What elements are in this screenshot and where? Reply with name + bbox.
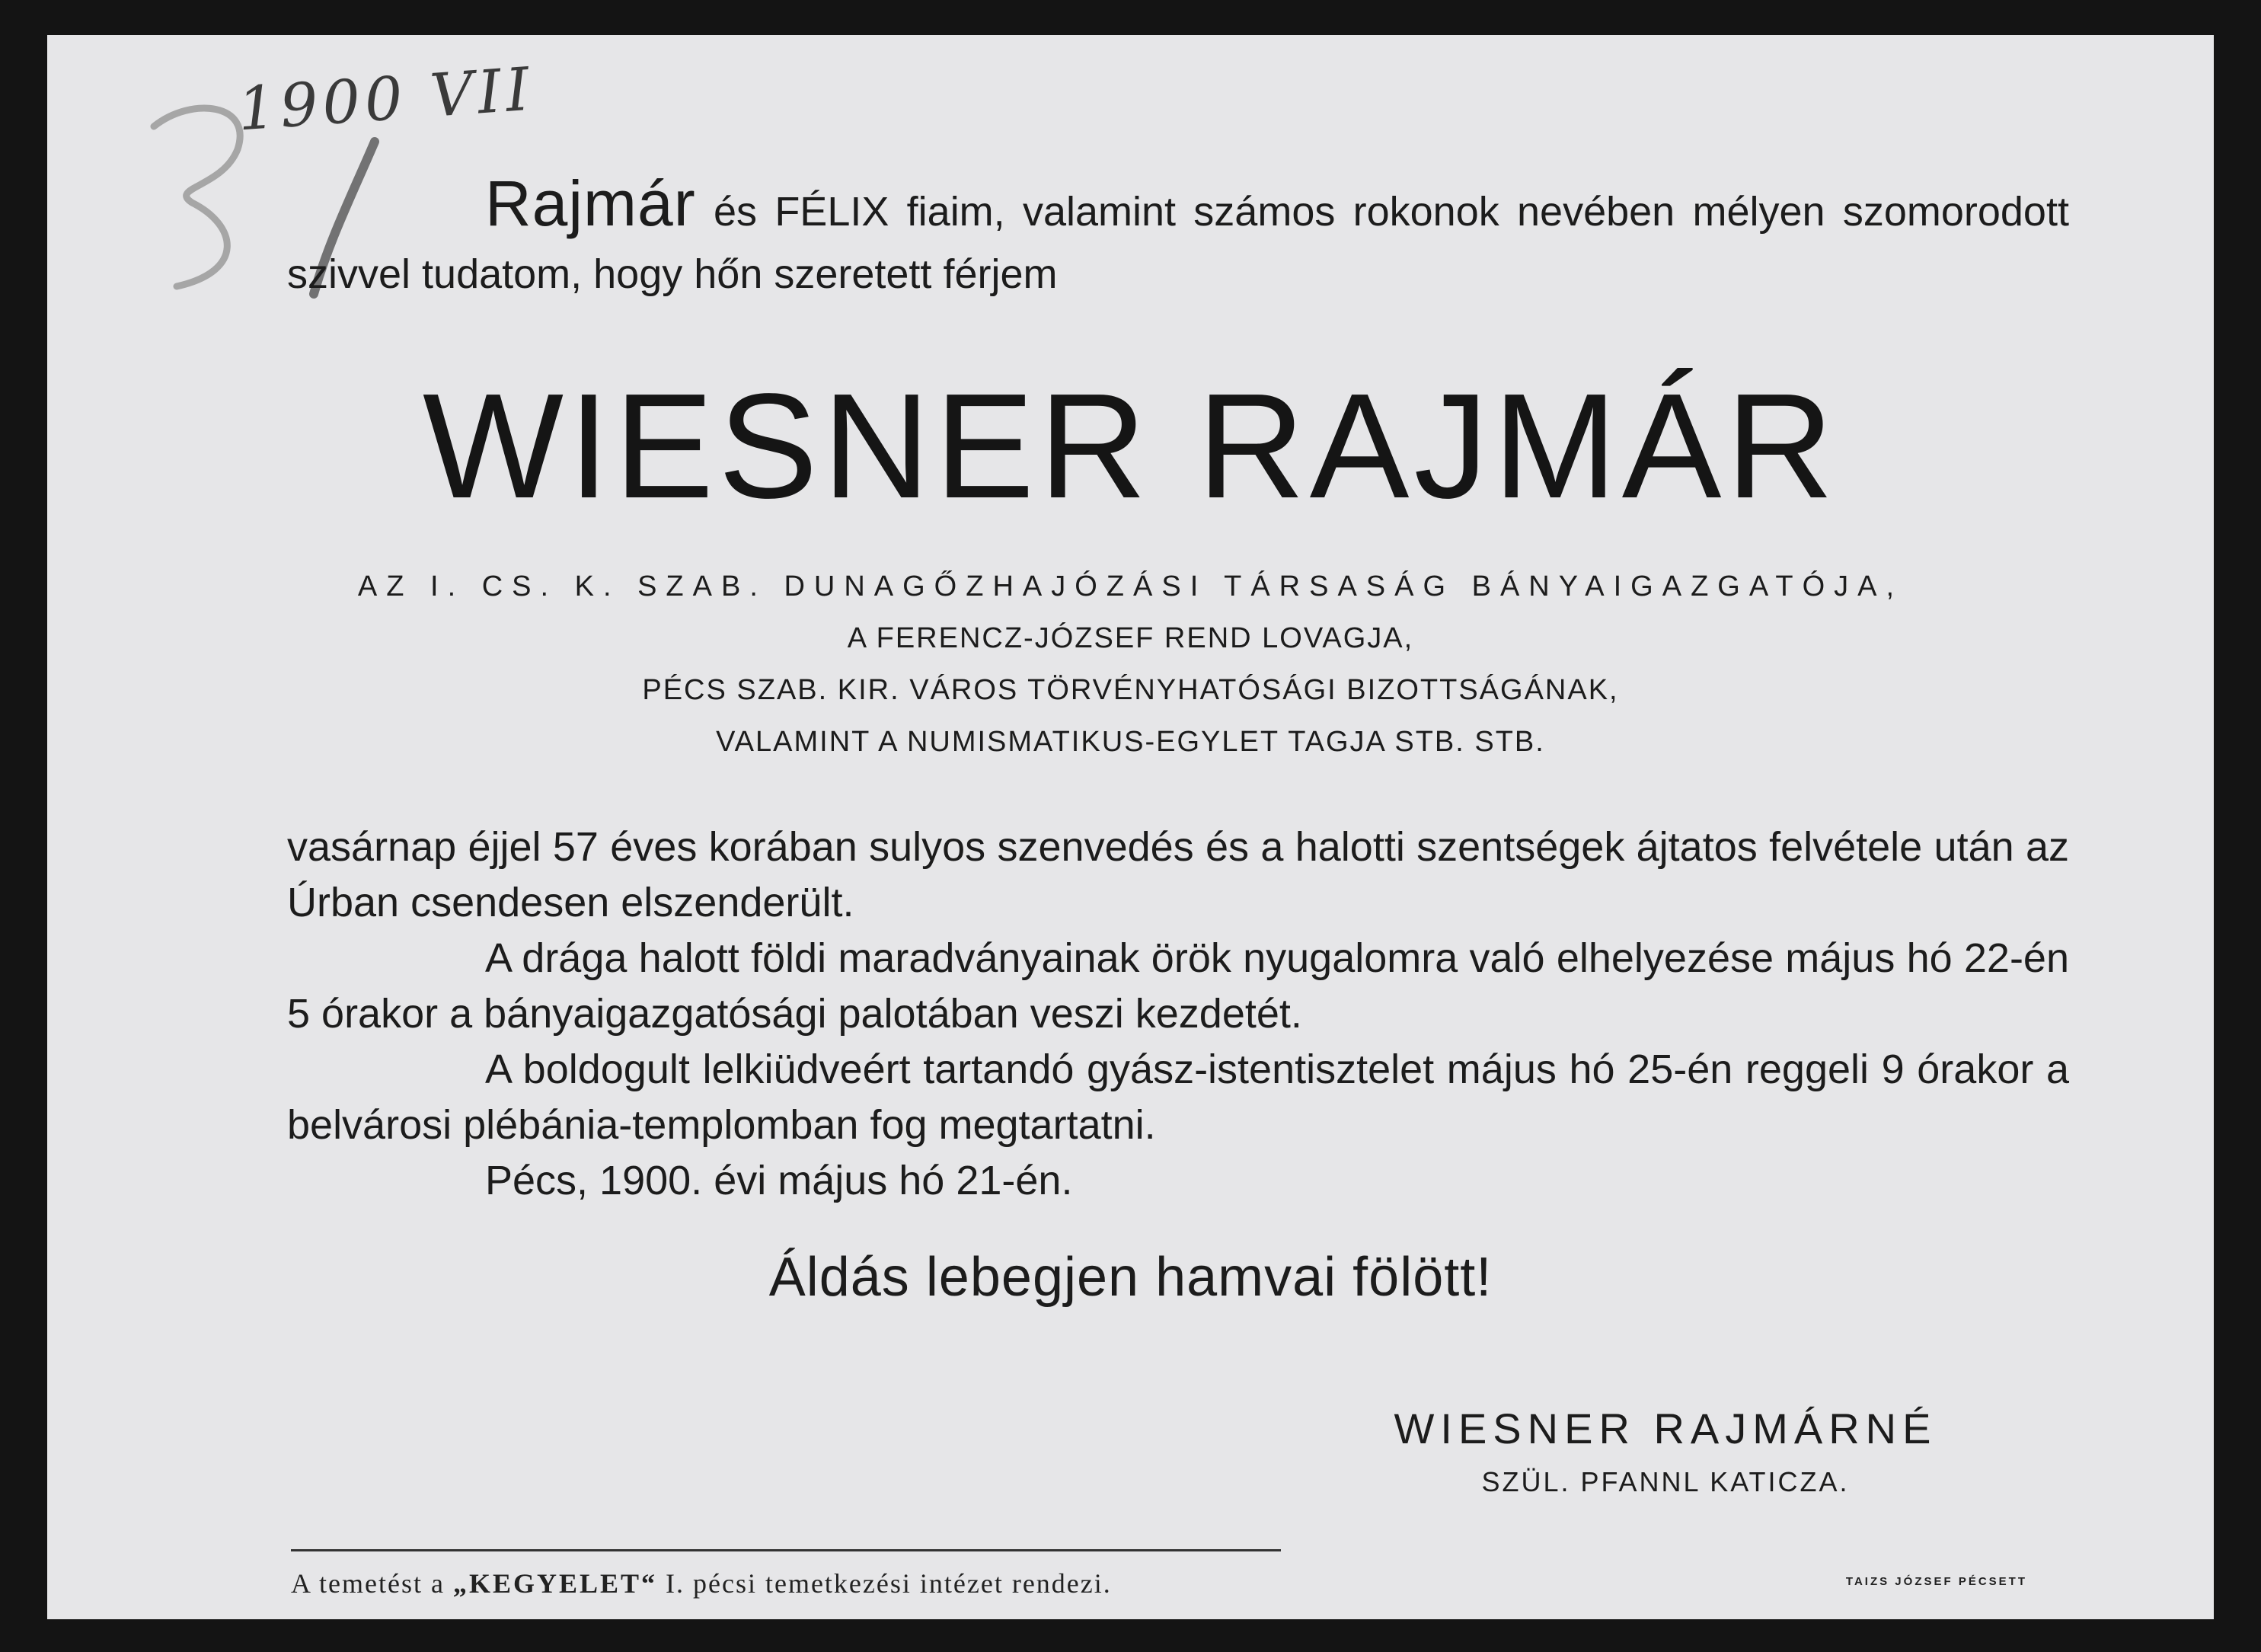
footer-suffix: I. pécsi temetkezési intézet rendezi.: [666, 1568, 1112, 1599]
title-line: AZ I. CS. K. SZAB. DUNAGŐZHAJÓZÁSI TÁRSASÁG BÁNYAIGAZGATÓJA,: [357, 570, 1904, 602]
body-paragraph: A boldogult lelkiüdveért tartandó gyász-istentisztelet május hó 25-én reggeli 9 órakor a belvárosi plébánia-templomban fog megtartatni.: [287, 1046, 2069, 1148]
body-paragraph: vasárnap éjjel 57 éves korában sulyos szenvedés és a halotti szentségek ájtatos felvétele után az Úrban csendesen elszenderült.: [287, 824, 2069, 925]
widow-maiden-name: SZÜL. PFANNL KATICZA.: [1481, 1466, 1850, 1497]
printer-credit: TAIZS JÓZSEF PÉCSETT: [1845, 1575, 2027, 1588]
widow-name: WIESNER RAJMÁRNÉ: [1394, 1404, 1937, 1452]
date-line: Pécs, 1900. évi május hó 21-én.: [485, 1158, 1073, 1203]
footer-company: „KEGYELET“: [452, 1568, 658, 1599]
notice-content: [47, 35, 2214, 1619]
funeral-director-note: [291, 1567, 1112, 1599]
footer-prefix: A temetést a: [291, 1568, 445, 1599]
intro-text: fiaim, valamint számos rokonok nevében mélyen szomorodott szivvel tudatom, hogy hőn szeretett férjem: [287, 189, 2069, 297]
deceased-titles: [47, 561, 2214, 768]
notice-body: [287, 820, 2069, 1209]
title-line: VALAMINT A NUMISMATIKUS-EGYLET TAGJA STB. STB.: [716, 726, 1545, 758]
body-paragraph: A drága halott földi maradványainak örök nyugalomra való elhelyezése május hó 22-én 5 órakor a bányaigazgatósági palotában veszi kezdetét.: [287, 935, 2069, 1037]
signature-block: [1323, 1398, 2008, 1505]
son-name-1: Rajmár: [485, 168, 696, 239]
intro-connector: és: [713, 189, 758, 235]
intro-paragraph: [287, 168, 2069, 305]
inventory-note: 1900 VII: [235, 55, 536, 145]
blessing-line: Áldás lebegjen hamvai fölött!: [768, 1247, 1493, 1308]
footer-divider: [291, 1549, 1281, 1551]
title-line: PÉCS SZAB. KIR. VÁROS TÖRVÉNYHATÓSÁGI BIZOTTSÁGÁNAK,: [642, 674, 1619, 706]
deceased-name: WIESNER RAJMÁR: [422, 363, 1838, 529]
son-name-2: FÉLIX: [774, 189, 889, 235]
death-notice-sheet: [47, 35, 2214, 1619]
title-line: A FERENCZ-JÓZSEF REND LOVAGJA,: [847, 622, 1414, 654]
